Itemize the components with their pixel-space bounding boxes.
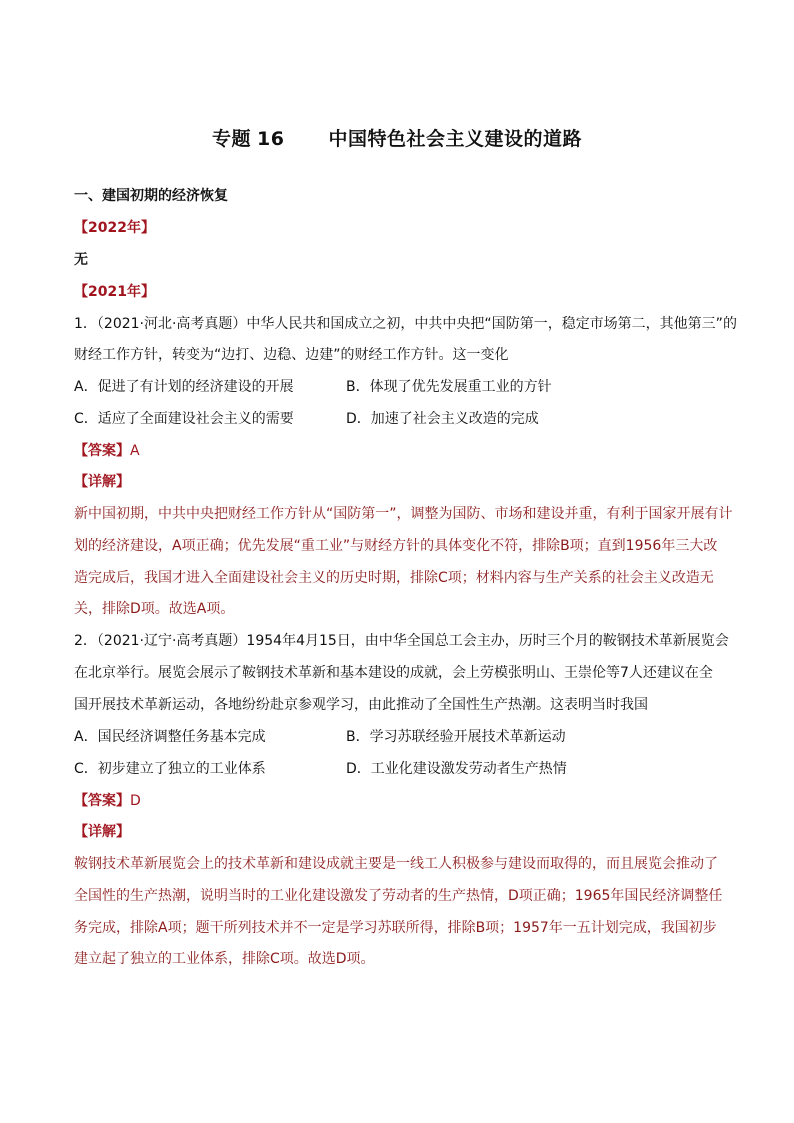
question-2-detail-label: 【详解】 [74,824,130,840]
question-1-answer [74,441,724,461]
question-1-options-row-2 [74,409,724,429]
question-1-option-b: B．体现了优先发展重工业的方针 [346,379,552,395]
question-1-option-a: A．促进了有计划的经济建设的开展 [74,379,294,395]
question-2-option-d: D．工业化建设激发劳动者生产热情 [346,761,567,777]
title-main: 中国特色社会主义建设的道路 [328,128,582,150]
question-1-line-2: 财经工作方针，转变为“边打、边稳、边建”的财经工作方针。这一变化 [74,347,509,363]
question-1-explanation-line-2: 划的经济建设，A项正确；优先发展“重工业”与财经方针的具体变化不符，排除B项；直到1956年三大改 [74,538,718,554]
question-2-line-3: 国开展技术革新运动，各地纷纷赴京参观学习，由此推动了全国性生产热潮。这表明当时我国 [74,697,648,713]
question-2-option-c: C．初步建立了独立的工业体系 [74,761,266,777]
question-1-option-d: D．加速了社会主义改造的完成 [346,411,539,427]
answer-value: A [130,443,140,459]
question-2-options-row-2 [74,759,724,779]
page-title [0,124,794,151]
question-1-detail-label: 【详解】 [74,474,130,490]
title-prefix: 专题 [212,128,252,150]
question-2-explanation-line-3: 务完成，排除A项；题干所列技术并不一定是学习苏联所得，排除B项；1957年一五计划完成，我国初步 [74,920,717,936]
question-1-explanation-line-4: 关，排除D项。故选A项。 [74,601,235,617]
answer-label: 【答案】 [74,793,130,809]
question-2-option-b: B．学习苏联经验开展技术革新运动 [346,729,566,745]
title-number: 16 [257,128,285,150]
question-2-answer [74,791,724,811]
question-2-explanation-line-2: 全国性的生产热潮，说明当时的工业化建设激发了劳动者的生产热情，D项正确；1965年国民经济调整任 [74,888,723,904]
question-2-explanation-line-4: 建立起了独立的工业体系，排除C项。故选D项。 [74,951,375,967]
question-2-line-1: 2．（2021·辽宁·高考真题）1954年4月15日，由中华全国总工会主办，历时三个月的鞍钢技术革新展览会 [74,633,729,649]
year-2022-content: 无 [74,252,88,268]
section-heading: 一、建国初期的经济恢复 [74,188,228,204]
year-2022-label: 【2022年】 [74,220,155,236]
answer-label: 【答案】 [74,443,130,459]
question-1-options-row-1 [74,377,724,397]
question-2-option-a: A．国民经济调整任务基本完成 [74,729,266,745]
question-1-line-1: 1．（2021·河北·高考真题）中华人民共和国成立之初，中共中央把“国防第一，稳定市场第二，其他第三”的 [74,316,737,332]
year-2021-label: 【2021年】 [74,284,155,300]
question-1-explanation-line-3: 造完成后，我国才进入全面建设社会主义的历史时期，排除C项；材料内容与生产关系的社会主义改造无 [74,570,714,586]
answer-value: D [130,793,141,809]
question-2-options-row-1 [74,727,724,747]
question-1-explanation-line-1: 新中国初期，中共中央把财经工作方针从“国防第一”，调整为国防、市场和建设并重，有利于国家开展有计 [74,506,733,522]
question-2-explanation-line-1: 鞍钢技术革新展览会上的技术革新和建设成就主要是一线工人积极参与建设而取得的，而且展览会推动了 [74,856,718,872]
question-2-line-2: 在北京举行。展览会展示了鞍钢技术革新和基本建设的成就，会上劳模张明山、王崇伦等7人还建议在全 [74,665,713,681]
question-1-option-c: C．适应了全面建设社会主义的需要 [74,411,294,427]
